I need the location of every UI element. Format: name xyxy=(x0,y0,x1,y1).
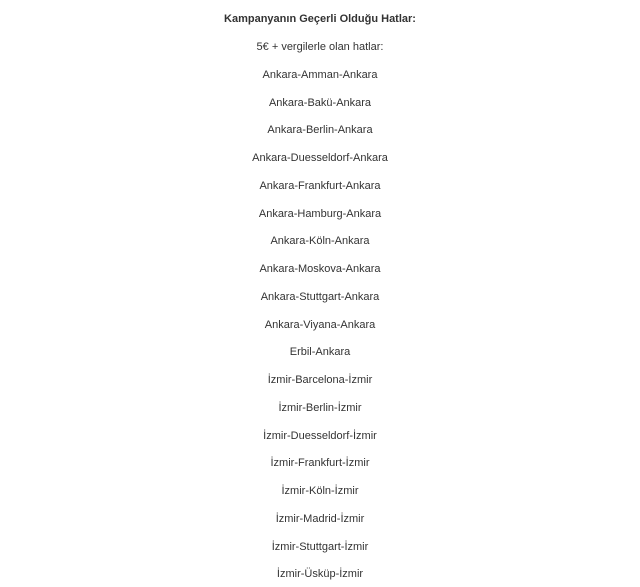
route-group-label: 5€ + vergilerle olan hatlar: xyxy=(256,41,384,53)
route-item: İzmir-Berlin-İzmir xyxy=(278,401,362,414)
route-item: Ankara-Bakü-Ankara xyxy=(268,96,372,109)
route-item: Ankara-Amman-Ankara xyxy=(262,68,378,81)
route-item: Ankara-Köln-Ankara xyxy=(270,235,370,248)
route-item: İzmir-Köln-İzmir xyxy=(281,485,359,497)
route-list xyxy=(0,68,640,582)
route-item: Ankara-Duesseldorf-Ankara xyxy=(252,152,388,164)
route-item: Erbil-Ankara xyxy=(289,346,351,359)
route-item: İzmir-Stuttgart-İzmir xyxy=(271,540,369,553)
route-item: İzmir-Frankfurt-İzmir xyxy=(270,457,370,470)
route-item: İzmir-Barcelona-İzmir xyxy=(267,374,373,386)
route-item: Ankara-Viyana-Ankara xyxy=(264,318,376,331)
route-item: İzmir-Duesseldorf-İzmir xyxy=(263,429,377,442)
route-item: Ankara-Stuttgart-Ankara xyxy=(260,290,380,303)
route-item: İzmir-Üsküp-İzmir xyxy=(276,568,364,581)
route-item: Ankara-Moskova-Ankara xyxy=(259,263,381,275)
route-item: Ankara-Hamburg-Ankara xyxy=(258,207,382,220)
route-item: İzmir-Madrid-İzmir xyxy=(275,512,365,525)
route-item: Ankara-Frankfurt-Ankara xyxy=(259,179,381,192)
route-item: Ankara-Berlin-Ankara xyxy=(267,124,373,137)
page-title: Kampanyanın Geçerli Olduğu Hatlar: xyxy=(224,13,416,25)
